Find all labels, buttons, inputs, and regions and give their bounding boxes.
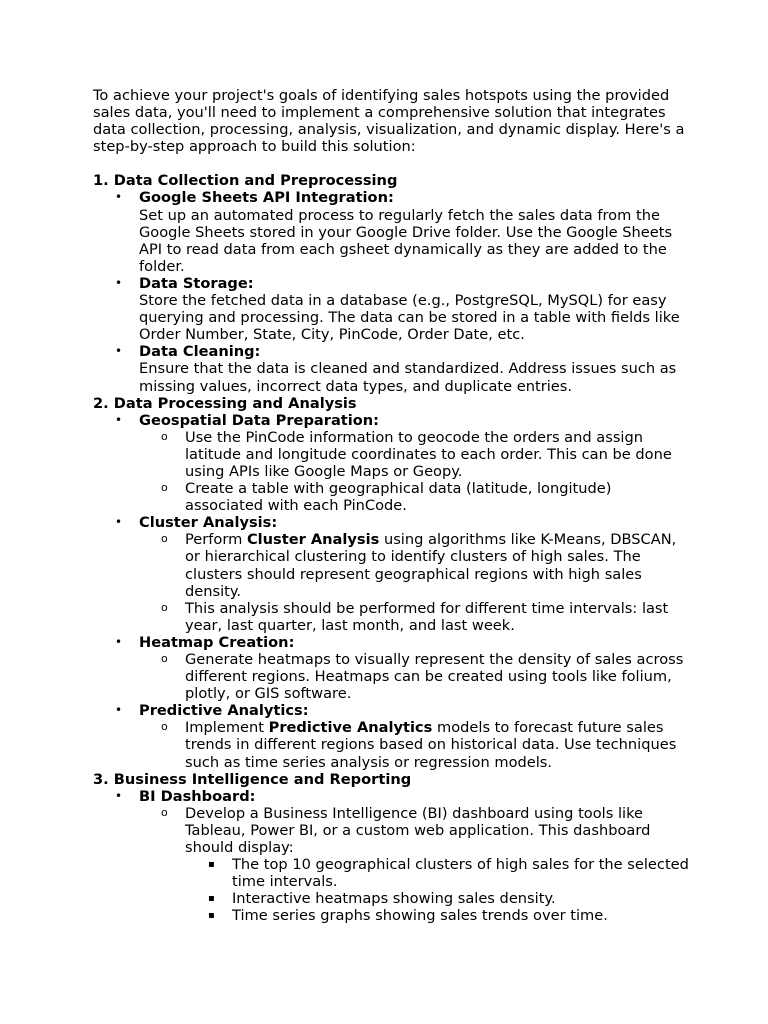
section-title: 3. Business Intelligence and Reporting xyxy=(93,770,412,788)
section-1-list xyxy=(93,189,693,394)
sub-text-bold: Predictive Analytics xyxy=(268,719,433,737)
sub-text-post: models to forecast future sales trends in different regions based on historical data. Use techniques such as time series analysis or regression models. xyxy=(185,719,677,771)
item-title: • Google Sheets API Integration: xyxy=(139,189,394,207)
item-title: • BI Dashboard: xyxy=(139,787,256,805)
sub-list-item xyxy=(93,531,693,599)
item-title: • Predictive Analytics: xyxy=(139,702,309,720)
section-2-list xyxy=(93,412,693,771)
list-item xyxy=(93,634,693,651)
section-3-list xyxy=(93,788,693,925)
sub-sub-list-item: ▪ The top 10 geographical clusters of high sales for the selected time intervals. xyxy=(93,856,693,890)
item-title: • Data Storage: xyxy=(139,274,254,292)
sub-text-post: using algorithms like K-Means, DBSCAN, or hierarchical clustering to identify clusters of high sales. The clusters should represent geographical regions with high sales density. xyxy=(185,531,677,600)
item-title: • Cluster Analysis: xyxy=(139,514,278,532)
sub-text-pre: Implement xyxy=(185,719,269,737)
sub-list-item xyxy=(93,719,693,770)
section-2 xyxy=(93,395,693,771)
document-page xyxy=(93,87,693,925)
item-text: Ensure that the data is cleaned and standardized. Address issues such as missing values, incorrect data types, and duplicate entries. xyxy=(139,360,677,395)
sub-sub-list-item: ▪ Interactive heatmaps showing sales density. xyxy=(93,890,693,907)
section-1 xyxy=(93,172,693,394)
item-title: • Data Cleaning: xyxy=(139,343,261,361)
section-title: 2. Data Processing and Analysis xyxy=(93,394,357,412)
sub-sub-list-item: ▪ Time series graphs showing sales trends over time. xyxy=(93,907,693,924)
item-title: • Geospatial Data Preparation: xyxy=(139,411,380,429)
section-3 xyxy=(93,771,693,925)
section-title: 1. Data Collection and Preprocessing xyxy=(93,172,398,190)
list-item xyxy=(93,788,693,805)
sub-list-item: o Generate heatmaps to visually represent the density of sales across different regions. Heatmaps can be created using tools like folium, plotly, or GIS software. xyxy=(93,651,693,702)
sub-list-item: o This analysis should be performed for different time intervals: last year, last quarter, last month, and last week. xyxy=(93,600,693,634)
item-title: • Heatmap Creation: xyxy=(139,633,295,651)
sub-list-item: o Develop a Business Intelligence (BI) dashboard using tools like Tableau, Power BI, or a custom web application. This dashboard should display: xyxy=(93,805,693,856)
sub-text-pre: Perform xyxy=(185,531,247,549)
list-item xyxy=(93,514,693,531)
item-text: Set up an automated process to regularly fetch the sales data from the Google Sheets stored in your Google Drive folder. Use the Google Sheets API to read data from each gsheet dynamically as they are added to the folder. xyxy=(139,206,673,275)
sub-list-item: o Use the PinCode information to geocode the orders and assign latitude and longitude coordinates to each order. This can be done using APIs like Google Maps or Geopy. xyxy=(93,429,693,480)
list-item xyxy=(93,412,693,429)
list-item xyxy=(93,275,693,343)
item-text: Store the fetched data in a database (e.g., PostgreSQL, MySQL) for easy querying and processing. The data can be stored in a table with fields like Order Number, State, City, PinCode, Order Date, etc. xyxy=(139,292,680,344)
list-item xyxy=(93,343,693,394)
list-item xyxy=(93,189,693,274)
list-item xyxy=(93,702,693,719)
sub-text-bold: Cluster Analysis xyxy=(246,531,380,549)
sub-list-item: o Create a table with geographical data (latitude, longitude) associated with each PinCode. xyxy=(93,480,693,514)
intro-paragraph: To achieve your project's goals of identifying sales hotspots using the provided sales data, you'll need to implement a comprehensive solution that integrates data collection, processing, analysis, visualization, and dynamic display. Here's a step-by-step approach to build this solution: xyxy=(93,87,685,156)
